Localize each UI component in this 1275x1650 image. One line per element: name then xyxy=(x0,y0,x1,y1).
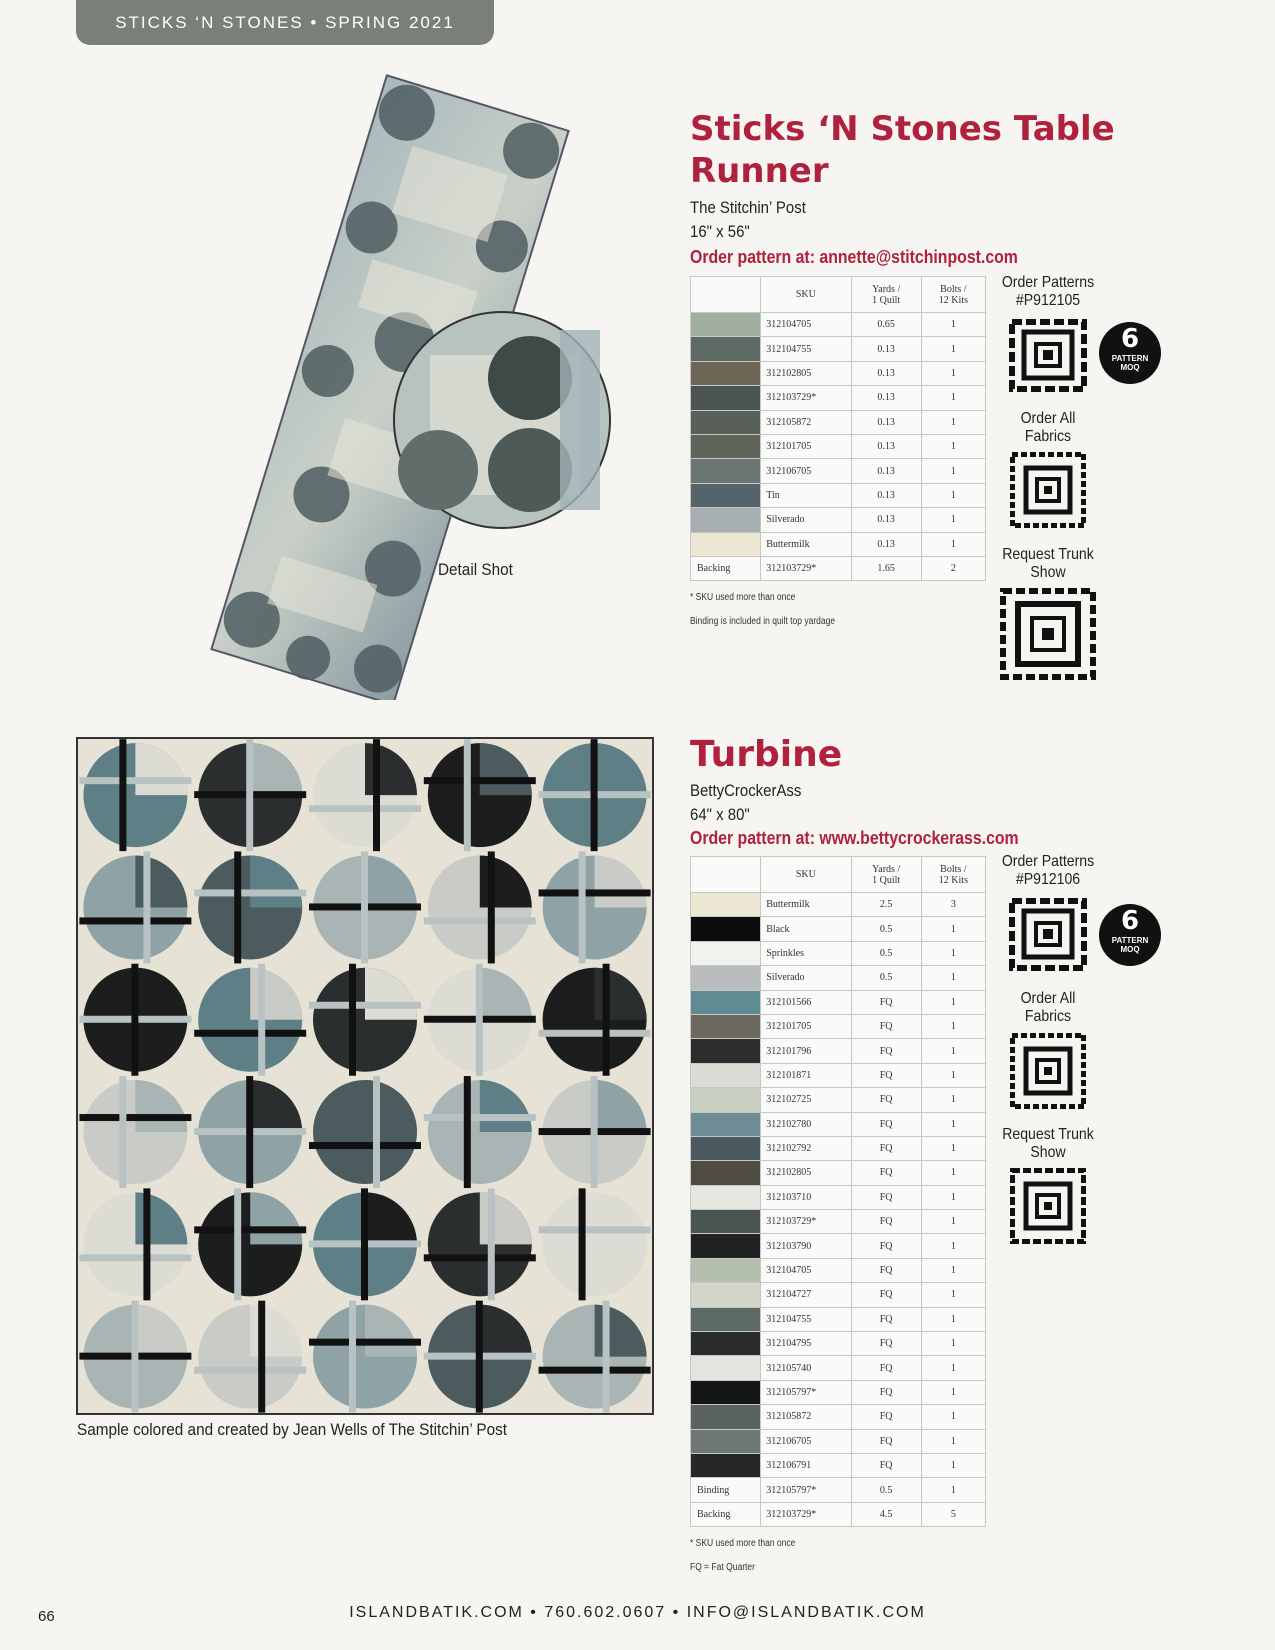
qr-code-icon[interactable] xyxy=(1010,1168,1086,1249)
fabric-swatch xyxy=(691,1014,761,1038)
yards-cell: 1.65 xyxy=(851,556,921,580)
table-row xyxy=(691,941,986,965)
yards-cell: 0.13 xyxy=(851,361,921,385)
fabric-swatch xyxy=(691,1405,761,1429)
yards-cell: FQ xyxy=(851,1258,921,1282)
table-row xyxy=(691,1039,986,1063)
bolts-cell: 3 xyxy=(921,893,985,917)
table-row xyxy=(691,532,986,556)
table-row xyxy=(691,337,986,361)
table-row xyxy=(691,1380,986,1404)
fabric-swatch xyxy=(691,386,761,410)
fabric-swatch xyxy=(691,1088,761,1112)
sku-cell: 312104755 xyxy=(761,337,851,361)
product2-order-link[interactable]: Order pattern at: www.bettycrockerass.com xyxy=(690,828,1019,848)
bolts-cell: 1 xyxy=(921,1405,985,1429)
fabric-swatch xyxy=(691,508,761,532)
fabric-swatch xyxy=(691,1063,761,1087)
sku-cell: 312106705 xyxy=(761,459,851,483)
yards-cell: FQ xyxy=(851,1112,921,1136)
yards-cell: 0.5 xyxy=(851,966,921,990)
yards-cell: 0.13 xyxy=(851,508,921,532)
yards-cell: FQ xyxy=(851,1088,921,1112)
bolts-cell: 1 xyxy=(921,1112,985,1136)
bolts-cell: 1 xyxy=(921,1283,985,1307)
yards-cell: FQ xyxy=(851,1283,921,1307)
yards-cell: 0.13 xyxy=(851,410,921,434)
sku-cell: 312104727 xyxy=(761,1283,851,1307)
table-row xyxy=(691,1283,986,1307)
bolts-cell: 5 xyxy=(921,1502,985,1526)
sku-cell: 312103729* xyxy=(761,1210,851,1234)
yards-header: Yards / 1 Quilt xyxy=(851,857,921,893)
product1-trunk-show-label: Request Trunk Show xyxy=(1002,546,1094,581)
sku-cell: Buttermilk xyxy=(761,893,851,917)
bolts-cell: 1 xyxy=(921,1380,985,1404)
bolts-cell: 1 xyxy=(921,1185,985,1209)
sku-cell: 312103729* xyxy=(761,386,851,410)
bolts-cell: 1 xyxy=(921,337,985,361)
product1-designer: The Stitchin’ Post xyxy=(690,198,806,217)
fabric-swatch xyxy=(691,1185,761,1209)
fabric-swatch xyxy=(691,313,761,337)
fabric-swatch xyxy=(691,1039,761,1063)
bolts-cell: 1 xyxy=(921,1234,985,1258)
fabric-swatch xyxy=(691,1307,761,1331)
fabric-swatch xyxy=(691,1210,761,1234)
sku-cell: 312102805 xyxy=(761,1161,851,1185)
sku-cell: 312103729* xyxy=(761,1502,851,1526)
bolts-cell: 1 xyxy=(921,1063,985,1087)
qr-code-icon[interactable] xyxy=(1008,318,1088,398)
bolts-cell: 1 xyxy=(921,1210,985,1234)
table-row xyxy=(691,434,986,458)
row-label: Backing xyxy=(691,556,761,580)
table-row xyxy=(691,508,986,532)
sku-cell: 312103729* xyxy=(761,556,851,580)
sku-cell: 312103790 xyxy=(761,1234,851,1258)
page-number: 66 xyxy=(38,1608,55,1625)
fabric-swatch xyxy=(691,1161,761,1185)
table-row xyxy=(691,386,986,410)
table-row xyxy=(691,1088,986,1112)
turbine-caption: Sample colored and created by Jean Wells of The Stitchin’ Post xyxy=(77,1420,508,1439)
bolts-cell: 1 xyxy=(921,1014,985,1038)
yards-cell: 0.13 xyxy=(851,337,921,361)
yards-cell: FQ xyxy=(851,1063,921,1087)
bolts-header: Bolts / 12 Kits xyxy=(921,857,985,893)
pattern-moq-badge: 6 PATTERN MOQ xyxy=(1099,904,1161,966)
sku-cell: 312104795 xyxy=(761,1332,851,1356)
bolts-cell: 1 xyxy=(921,1332,985,1356)
bolts-cell: 1 xyxy=(921,313,985,337)
yards-header: Yards / 1 Quilt xyxy=(851,277,921,313)
table-row xyxy=(691,361,986,385)
fabric-swatch xyxy=(691,1429,761,1453)
bolts-cell: 1 xyxy=(921,1258,985,1282)
bolts-cell: 1 xyxy=(921,361,985,385)
yards-cell: 0.5 xyxy=(851,941,921,965)
qr-code-icon[interactable] xyxy=(1000,588,1096,685)
fabric-swatch xyxy=(691,434,761,458)
header-tab-text: STICKS ‘N STONES • SPRING 2021 xyxy=(115,12,455,32)
table-row xyxy=(691,1185,986,1209)
turbine-quilt-photo xyxy=(76,737,654,1415)
sku-cell: 312106791 xyxy=(761,1453,851,1477)
table-row xyxy=(691,1161,986,1185)
yards-cell: 0.5 xyxy=(851,1478,921,1502)
yards-cell: 0.13 xyxy=(851,386,921,410)
table-header-row xyxy=(691,277,986,313)
fabric-swatch xyxy=(691,459,761,483)
bolts-cell: 1 xyxy=(921,459,985,483)
bolts-cell: 1 xyxy=(921,434,985,458)
yards-cell: 0.13 xyxy=(851,459,921,483)
yards-cell: FQ xyxy=(851,990,921,1014)
bolts-cell: 1 xyxy=(921,1429,985,1453)
sku-cell: 312106705 xyxy=(761,1429,851,1453)
bolts-cell: 1 xyxy=(921,532,985,556)
yards-cell: 0.5 xyxy=(851,917,921,941)
swatch-header xyxy=(691,857,761,893)
sku-cell: 312105740 xyxy=(761,1356,851,1380)
detail-shot-caption: Detail Shot xyxy=(438,560,513,579)
fabric-swatch xyxy=(691,1136,761,1160)
fabric-swatch xyxy=(691,941,761,965)
table-row xyxy=(691,410,986,434)
sku-cell: 312105797* xyxy=(761,1380,851,1404)
product1-fabric-table xyxy=(690,276,986,581)
table-row xyxy=(691,313,986,337)
yards-cell: FQ xyxy=(851,1356,921,1380)
product1-note-sku: * SKU used more than once xyxy=(690,592,796,603)
sku-cell: 312105872 xyxy=(761,1405,851,1429)
fabric-swatch xyxy=(691,917,761,941)
table-row xyxy=(691,459,986,483)
table-row xyxy=(691,1234,986,1258)
bolts-cell: 1 xyxy=(921,1307,985,1331)
bolts-cell: 1 xyxy=(921,990,985,1014)
yards-cell: 4.5 xyxy=(851,1502,921,1526)
fabric-swatch xyxy=(691,1332,761,1356)
bolts-cell: 1 xyxy=(921,386,985,410)
qr-code-icon[interactable] xyxy=(1010,452,1086,533)
footer-contact: ISLANDBATIK.COM • 760.602.0607 • INFO@ISLANDBATIK.COM xyxy=(349,1604,926,1621)
yards-cell: FQ xyxy=(851,1429,921,1453)
yards-cell: FQ xyxy=(851,1380,921,1404)
sku-cell: 312102805 xyxy=(761,361,851,385)
sku-cell: 312102780 xyxy=(761,1112,851,1136)
fabric-swatch xyxy=(691,966,761,990)
table-header-row xyxy=(691,857,986,893)
yards-cell: 0.13 xyxy=(851,532,921,556)
bolts-header: Bolts / 12 Kits xyxy=(921,277,985,313)
bolts-cell: 1 xyxy=(921,508,985,532)
sku-cell: 312102792 xyxy=(761,1136,851,1160)
product2-designer: BettyCrockerAss xyxy=(690,781,802,800)
swatch-header xyxy=(691,277,761,313)
table-row xyxy=(691,1478,986,1502)
fabric-swatch xyxy=(691,1380,761,1404)
yards-cell: FQ xyxy=(851,1039,921,1063)
yards-cell: 0.13 xyxy=(851,483,921,507)
yards-cell: 0.13 xyxy=(851,434,921,458)
bolts-cell: 1 xyxy=(921,1356,985,1380)
sku-cell: Sprinkles xyxy=(761,941,851,965)
table-row xyxy=(691,1453,986,1477)
table-row xyxy=(691,1210,986,1234)
bolts-cell: 1 xyxy=(921,1453,985,1477)
table-row xyxy=(691,966,986,990)
bolts-cell: 1 xyxy=(921,1088,985,1112)
table-row xyxy=(691,1063,986,1087)
yards-cell: FQ xyxy=(851,1332,921,1356)
product1-title-line1: Sticks ‘N Stones Table xyxy=(690,109,1115,149)
yards-cell: FQ xyxy=(851,1014,921,1038)
fabric-swatch xyxy=(691,1453,761,1477)
bolts-cell: 1 xyxy=(921,1039,985,1063)
bolts-cell: 1 xyxy=(921,941,985,965)
fabric-swatch xyxy=(691,1283,761,1307)
product2-title: Turbine xyxy=(690,734,843,775)
fabric-swatch xyxy=(691,1356,761,1380)
yards-cell: 2.5 xyxy=(851,893,921,917)
bolts-cell: 1 xyxy=(921,483,985,507)
product2-note-sku: * SKU used more than once xyxy=(690,1538,796,1549)
sku-cell: 312104755 xyxy=(761,1307,851,1331)
row-label: Backing xyxy=(691,1502,761,1526)
product1-order-patterns-label: Order Patterns #P912105 xyxy=(1001,274,1095,309)
table-row xyxy=(691,1014,986,1038)
fabric-swatch xyxy=(691,361,761,385)
fabric-swatch xyxy=(691,483,761,507)
bolts-cell: 1 xyxy=(921,966,985,990)
product1-title-line2: Runner xyxy=(690,151,829,191)
product2-fabric-table xyxy=(690,856,986,1527)
sku-cell: 312104705 xyxy=(761,1258,851,1282)
yards-cell: FQ xyxy=(851,1185,921,1209)
bolts-cell: 2 xyxy=(921,556,985,580)
sku-cell: Silverado xyxy=(761,966,851,990)
product2-trunk-show-label: Request Trunk Show xyxy=(1002,1126,1094,1161)
yards-cell: FQ xyxy=(851,1405,921,1429)
product1-order-link[interactable]: Order pattern at: annette@stitchinpost.com xyxy=(690,247,1018,267)
table-row xyxy=(691,483,986,507)
table-row xyxy=(691,1307,986,1331)
table-row xyxy=(691,990,986,1014)
fabric-swatch xyxy=(691,893,761,917)
qr-code-icon[interactable] xyxy=(1010,1033,1086,1114)
product1-title xyxy=(690,108,1115,192)
bolts-cell: 1 xyxy=(921,1478,985,1502)
fabric-swatch xyxy=(691,1112,761,1136)
table-row xyxy=(691,1429,986,1453)
product2-order-patterns-label: Order Patterns #P912106 xyxy=(1001,853,1095,888)
sku-cell: 312104705 xyxy=(761,313,851,337)
yards-cell: FQ xyxy=(851,1453,921,1477)
fabric-swatch xyxy=(691,1234,761,1258)
fabric-swatch xyxy=(691,1258,761,1282)
bolts-cell: 1 xyxy=(921,410,985,434)
table-row xyxy=(691,556,986,580)
yards-cell: FQ xyxy=(851,1161,921,1185)
sku-cell: 312105872 xyxy=(761,410,851,434)
product2-size: 64" x 80" xyxy=(690,805,750,824)
fabric-swatch xyxy=(691,337,761,361)
table-runner-photo xyxy=(140,70,620,700)
sku-cell: 312101566 xyxy=(761,990,851,1014)
yards-cell: 0.65 xyxy=(851,313,921,337)
table-row xyxy=(691,1502,986,1526)
table-row xyxy=(691,1405,986,1429)
bolts-cell: 1 xyxy=(921,1136,985,1160)
table-row xyxy=(691,893,986,917)
yards-cell: FQ xyxy=(851,1234,921,1258)
header-tab xyxy=(76,0,494,45)
sku-header: SKU xyxy=(761,857,851,893)
sku-cell: 312101796 xyxy=(761,1039,851,1063)
product1-size: 16" x 56" xyxy=(690,222,750,241)
table-row xyxy=(691,1112,986,1136)
sku-cell: Black xyxy=(761,917,851,941)
yards-cell: FQ xyxy=(851,1136,921,1160)
product1-order-all-label: Order All Fabrics xyxy=(1020,410,1076,445)
sku-cell: 312101705 xyxy=(761,1014,851,1038)
sku-cell: Buttermilk xyxy=(761,532,851,556)
sku-cell: Tin xyxy=(761,483,851,507)
product1-note-binding: Binding is included in quilt top yardage xyxy=(690,616,836,627)
sku-cell: 312102725 xyxy=(761,1088,851,1112)
sku-cell: Silverado xyxy=(761,508,851,532)
table-row xyxy=(691,1332,986,1356)
sku-cell: 312103710 xyxy=(761,1185,851,1209)
sku-cell: 312101705 xyxy=(761,434,851,458)
sku-cell: 312105797* xyxy=(761,1478,851,1502)
product2-note-fq: FQ = Fat Quarter xyxy=(690,1562,755,1573)
yards-cell: FQ xyxy=(851,1210,921,1234)
fabric-swatch xyxy=(691,410,761,434)
qr-code-icon[interactable] xyxy=(1008,897,1088,977)
table-row xyxy=(691,1136,986,1160)
sku-cell: 312101871 xyxy=(761,1063,851,1087)
table-row xyxy=(691,1356,986,1380)
pattern-moq-badge: 6 PATTERN MOQ xyxy=(1099,322,1161,384)
yards-cell: FQ xyxy=(851,1307,921,1331)
fabric-swatch xyxy=(691,990,761,1014)
table-row xyxy=(691,1258,986,1282)
sku-header: SKU xyxy=(761,277,851,313)
bolts-cell: 1 xyxy=(921,917,985,941)
table-row xyxy=(691,917,986,941)
fabric-swatch xyxy=(691,532,761,556)
bolts-cell: 1 xyxy=(921,1161,985,1185)
product2-order-all-label: Order All Fabrics xyxy=(1020,990,1076,1025)
row-label: Binding xyxy=(691,1478,761,1502)
